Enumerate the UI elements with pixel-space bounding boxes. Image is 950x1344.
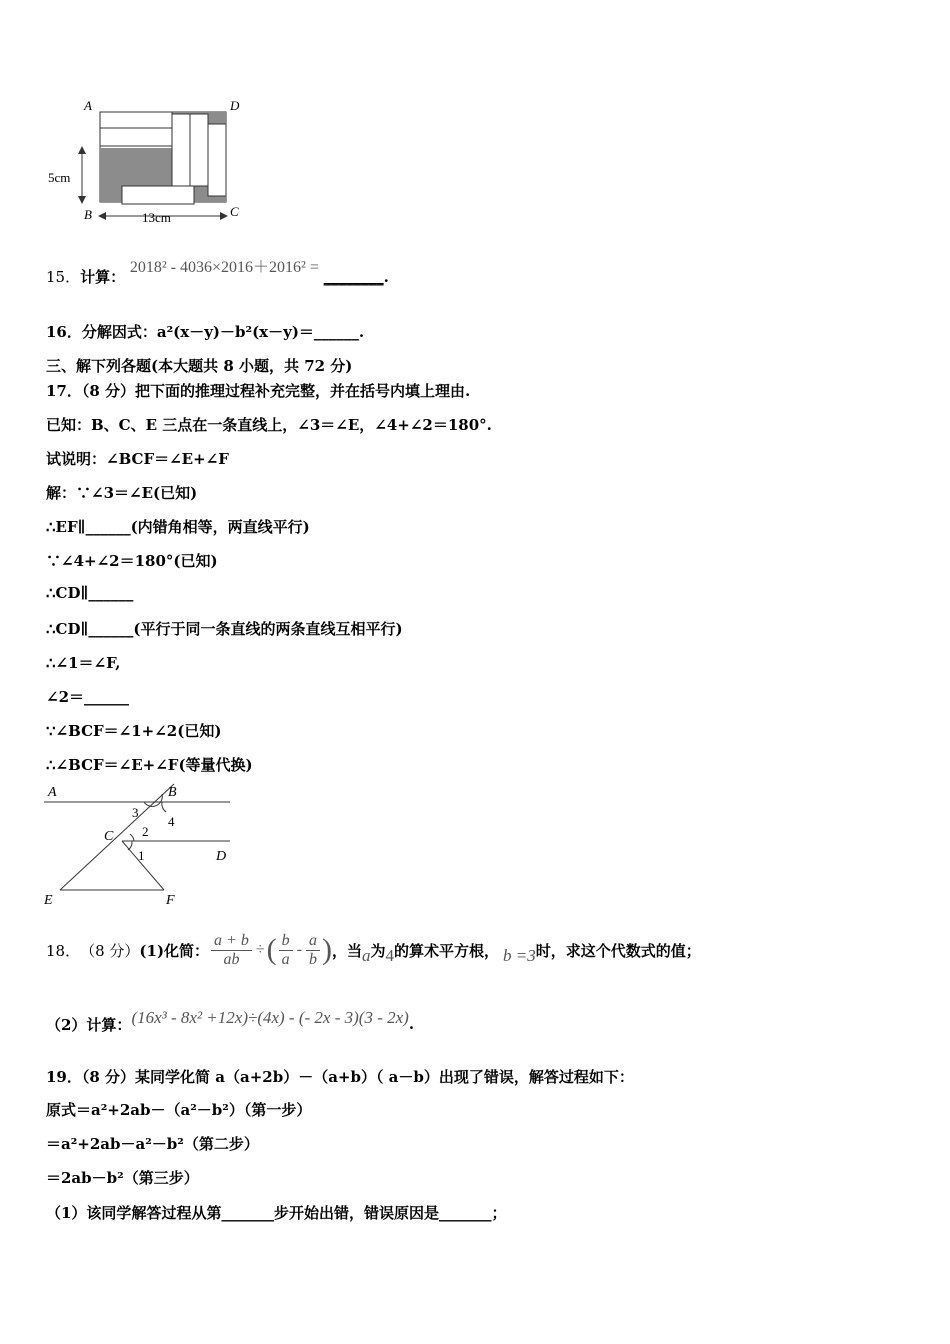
question-17-head: 17．（8 分）把下面的推理过程补充完整，并在括号内填上理由.	[46, 382, 471, 400]
q15-expression: 2018² - 4036×2016＋2016² =	[129, 259, 319, 276]
angle-3: 3	[132, 805, 139, 820]
q18-end2: .	[408, 1015, 415, 1033]
q17-line-11: ∴∠BCF＝∠E+∠F(等量代换)	[46, 756, 253, 774]
q18-when: ，当	[331, 941, 362, 960]
label-C: C	[104, 829, 114, 844]
label-D: D	[230, 98, 240, 113]
question-18-part-2	[46, 1004, 414, 1044]
strip-1	[100, 112, 172, 128]
q18-score: （8 分）	[80, 941, 140, 960]
q15-prefix: 计算：	[80, 268, 126, 286]
strip-3	[172, 114, 190, 186]
q17-line-10: ∵∠BCF＝∠1+∠2(已知)	[46, 722, 222, 740]
angle-1: 1	[138, 848, 145, 863]
rectangle-diagram	[44, 92, 254, 232]
angle-2: 2	[142, 824, 149, 839]
figure-rectangle	[44, 92, 254, 232]
q19-step-2: ＝a²+2ab－a²－b²（第二步）	[46, 1135, 259, 1153]
strip-2	[100, 128, 172, 146]
q18-is: 为	[370, 941, 386, 960]
question-19-head: 19．（8 分）某同学化简 a（a+2b）－（a+b）（ a－b）出现了错误，解答过程如下：	[46, 1068, 634, 1086]
q18-expression-2: (16x³ - 8x² +12x)÷(4x) - (- 2x - 3)(3 - 2x)	[131, 1008, 409, 1027]
q17-line-1: 已知：B、C、E 三点在一条直线上，∠3＝∠E，∠4+∠2＝180°.	[46, 416, 492, 434]
label-C: C	[230, 204, 239, 219]
q17-line-3: 解：∵∠3＝∠E(已知)	[46, 484, 198, 502]
q18-sqrt-text: 的算术平方根，	[393, 941, 499, 960]
q18-tail: 时，求这个代数式的值；	[535, 941, 701, 960]
q17-line-5: ∵∠4+∠2＝180°(已知)	[46, 552, 218, 570]
parallel-lines-diagram	[40, 780, 240, 910]
fraction-2: $\frac{b}{a}$	[279, 932, 293, 969]
q18-b-eq: b =3	[503, 946, 536, 965]
q17-line-2: 试说明：∠BCF＝∠E+∠F	[46, 450, 229, 468]
fraction-1: $\frac{a + b}{ab}$	[211, 932, 252, 969]
angle-4: 4	[168, 814, 175, 829]
q18-var-a: a	[361, 946, 371, 965]
q17-line-7: ∴CD∥______(平行于同一条直线的两条直线互相平行)	[46, 620, 403, 638]
q18-fraction-expression: $\frac{a + b}{ab}$ ÷ ( $\frac{b}{a}$ - $\frac{a}{b}$ )	[209, 932, 332, 969]
question-16: 16．分解因式：a²(x－y)－b²(x－y)＝______.	[46, 323, 365, 341]
q17-line-9: ∠2＝______	[46, 688, 130, 706]
q18-number: 18．	[46, 941, 81, 960]
q18-four: 4	[385, 946, 394, 965]
strip-4	[190, 114, 208, 186]
strip-5	[208, 124, 226, 196]
section-3-title: 三、解下列各题(本大题共 8 小题，共 72 分)	[46, 357, 353, 375]
q19-step-1: 原式＝a²+2ab－（a²－b²）（第一步）	[46, 1101, 312, 1119]
question-15	[46, 259, 389, 287]
q19-step-3: ＝2ab－b²（第三步）	[46, 1169, 199, 1187]
q17-line-4: ∴EF∥______(内错角相等，两直线平行)	[46, 518, 310, 536]
q17-line-6: ∴CD∥______	[46, 584, 134, 602]
q15-blank: ________	[323, 268, 384, 286]
q15-end: .	[383, 268, 389, 286]
q17-line-8: ∴∠1＝∠F,	[46, 654, 121, 672]
label-D: D	[216, 849, 227, 864]
label-A: A	[48, 785, 57, 800]
figure-parallel-lines	[40, 780, 240, 910]
q15-number: 15．	[46, 268, 81, 286]
label-13cm: 13cm	[142, 210, 171, 225]
fraction-3: $\frac{a}{b}$	[306, 932, 320, 969]
strip-6	[122, 186, 194, 204]
q19-question-1: （1）该同学解答过程从第_______步开始出错，错误原因是_______；	[46, 1204, 507, 1222]
question-18-part-1	[46, 922, 701, 978]
q18-part1-label: (1)化简：	[139, 941, 210, 960]
label-F: F	[166, 893, 175, 908]
label-B: B	[84, 207, 92, 222]
q18-part2-label: （2）计算：	[46, 1015, 132, 1034]
label-A: A	[84, 98, 92, 113]
label-E: E	[44, 893, 53, 908]
label-B: B	[168, 785, 177, 800]
label-5cm: 5cm	[48, 170, 71, 185]
